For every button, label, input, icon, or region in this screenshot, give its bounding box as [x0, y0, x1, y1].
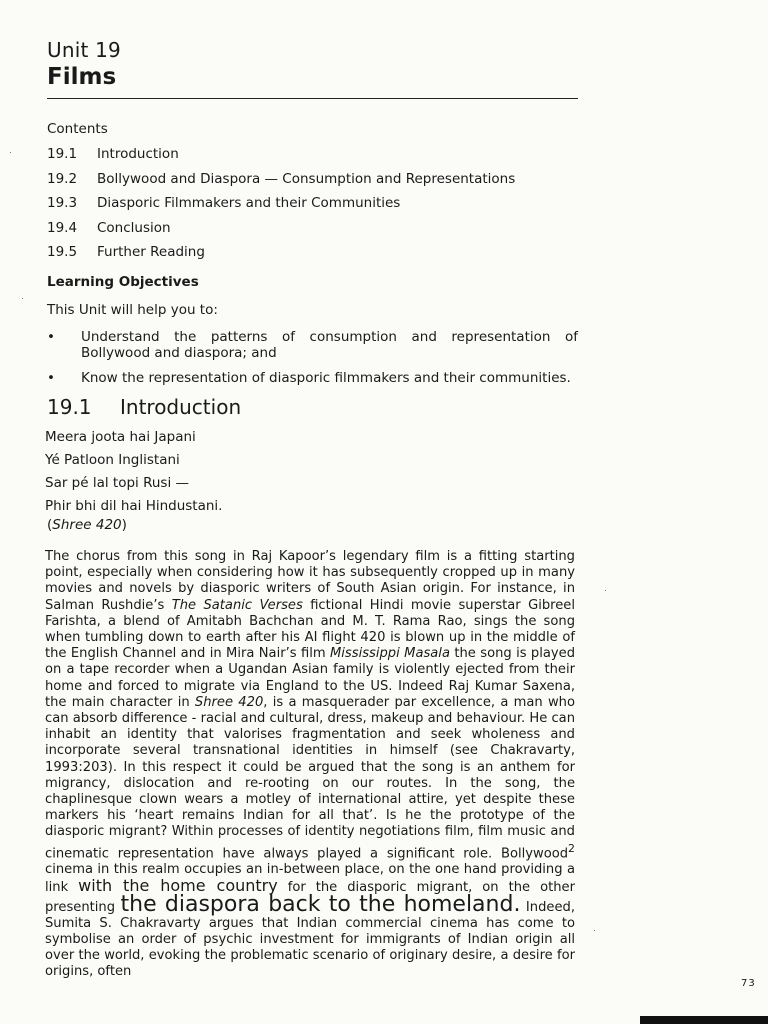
- page-number: 73: [741, 978, 756, 989]
- contents-heading: Contents: [47, 121, 108, 137]
- film-title: Mississippi Masala: [330, 646, 450, 662]
- contents-item-label: Diasporic Filmmakers and their Communities: [97, 195, 401, 212]
- contents-item: [47, 195, 515, 220]
- lyric-line: Meera joota hai Japani: [45, 429, 196, 445]
- contents-item-number: 19.4: [47, 219, 78, 236]
- scan-speck: [605, 590, 606, 591]
- body-text: The chorus from this song in Raj Kapoor’s legendary film is a fitting starting point, especially when considering how it has subsequently cropped up in many movies and novels by diasporic writers of South Asian origin. For instance, in Salman Rushdie’s: [45, 549, 575, 613]
- contents-item-number: 19.1: [47, 146, 78, 162]
- contents-item: [47, 171, 515, 196]
- objective-item: [47, 329, 578, 361]
- body-text: cinema in this realm occupies an in-between place, on the one hand providing a link: [45, 862, 575, 896]
- contents-item: [47, 244, 515, 269]
- scan-speck: [22, 298, 23, 299]
- bullet-icon: •: [47, 370, 55, 386]
- lyrics-source-title: Shree 420: [52, 517, 122, 533]
- lyric-line: Sar pé lal topi Rusi —: [45, 475, 189, 491]
- body-text: the song is played on a tape recorder when a Ugandan Asian family is violently ejected from their home and forced to migrate via England to the US. Indeed Raj Kumar Saxena, the main character in: [45, 646, 576, 710]
- contents-item-number: 19.5: [47, 244, 78, 261]
- scan-page-edge: [640, 1016, 768, 1024]
- scan-speck: [594, 930, 595, 931]
- section-title: Introduction: [120, 395, 242, 419]
- contents-item: [47, 146, 515, 171]
- body-paragraph: [45, 549, 575, 981]
- contents-item-label: Conclusion: [97, 219, 171, 236]
- section-heading: [47, 395, 241, 419]
- objective-item: [47, 370, 578, 386]
- objective-text: Know the representation of diasporic filmmakers and their communities.: [81, 370, 571, 386]
- body-text-enlarged: with the home country: [78, 876, 278, 896]
- contents-item-label: Bollywood and Diaspora — Consumption and Representations: [97, 170, 516, 187]
- learning-objectives-list: [47, 329, 578, 395]
- contents-item-label: Introduction: [97, 146, 179, 162]
- body-text: fictional Hindi movie superstar Gibreel Farishta, a blend of Amitabh Bachchan and M. T. Rama Rao, sings the song when tumbling down to earth after his AI flight 420 is blown up in the middle of the English Channel and in Mira Nair’s film: [45, 597, 576, 662]
- learning-objectives-heading: Learning Objectives: [47, 274, 199, 290]
- scan-speck: [10, 152, 11, 153]
- lyrics-source: [47, 517, 127, 533]
- title-rule: [47, 98, 578, 99]
- body-text: , is a masquerader par excellence, a man who can absorb difference - racial and cultural, dress, makeup and behaviour. He can inhabit an identity that valorises fragmentation and seek wholeness and incorporate several transnational identities in himself (see Chakravarty, 1993:203). In this respect it could be argued that the song is an anthem for migrancy, dislocation and re-rooting on our routes. In the song, the chaplinesque clown wears a motley of international attire, yet despite these markers his ‘heart remains Indian for all that’. Is he the prototype of the diasporic migrant? Within processes of identity negotiations film, film music and cinematic representation have always played a significant role. Bollywood: [45, 694, 575, 862]
- contents-item: [47, 220, 515, 245]
- film-title: Shree 420: [194, 694, 264, 710]
- objective-text: Understand the patterns of consumption and representation of Bollywood and diaspora; and: [81, 329, 578, 361]
- contents-item-number: 19.3: [47, 195, 78, 212]
- contents-list: [47, 146, 515, 269]
- film-title: The Satanic Verses: [171, 597, 303, 613]
- footnote-marker: 2: [568, 841, 575, 855]
- bullet-icon: •: [47, 329, 55, 345]
- song-lyrics: [45, 429, 222, 521]
- unit-title: Films: [47, 64, 117, 90]
- learning-objectives-intro: This Unit will help you to:: [47, 302, 218, 318]
- body-text: Indeed, Sumita S. Chakravarty argues that Indian commercial cinema has come to symbolise an order of psychic investment for immigrants of Indian origin all over the world, evoking the problematic scenario of originary desire, a desire for origins, often: [45, 899, 575, 980]
- contents-item-number: 19.2: [47, 170, 78, 187]
- body-text: for the diasporic migrant, on the other presenting: [45, 880, 575, 915]
- lyrics-source-close: ): [121, 517, 127, 533]
- lyric-line: Phir bhi dil hai Hindustani.: [45, 498, 223, 514]
- lyrics-source-open: (: [47, 517, 53, 533]
- lyric-line: Yé Patloon Inglistani: [45, 452, 180, 468]
- body-text-enlarged: the diaspora back to the homeland.: [120, 891, 521, 917]
- unit-label: Unit 19: [47, 38, 121, 62]
- contents-item-label: Further Reading: [97, 244, 205, 261]
- section-number: 19.1: [47, 395, 92, 419]
